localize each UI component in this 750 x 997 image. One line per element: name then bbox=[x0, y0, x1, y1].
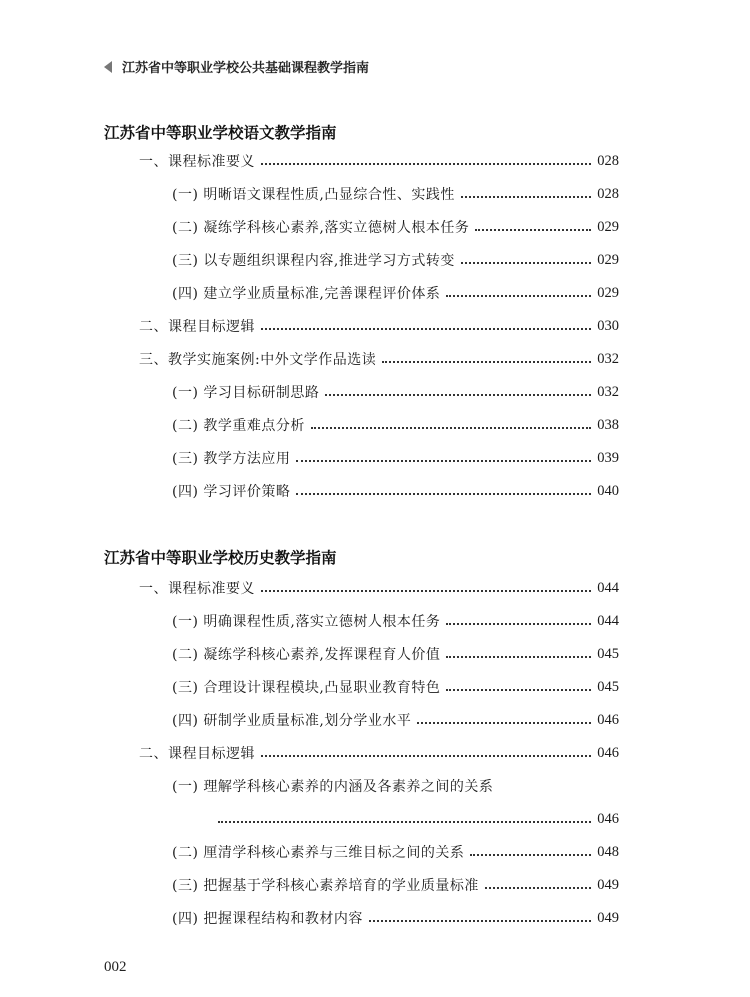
leader-dots bbox=[485, 886, 591, 889]
leader-dots bbox=[461, 261, 591, 264]
toc-entry[interactable]: 二、课程目标逻辑 046 bbox=[139, 744, 619, 762]
toc-entry[interactable]: (二) 凝练学科核心素养,发挥课程育人价值 045 bbox=[172, 645, 619, 663]
leader-dots bbox=[261, 589, 591, 592]
toc-entry[interactable]: (四) 建立学业质量标准,完善课程评价体系 029 bbox=[172, 284, 619, 302]
toc-entry[interactable]: (四) 学习评价策略 040 bbox=[172, 482, 619, 500]
toc-entry[interactable]: (三) 合理设计课程模块,凸显职业教育特色 045 bbox=[172, 678, 619, 696]
leader-dots bbox=[369, 919, 591, 922]
toc-entry[interactable]: 二、课程目标逻辑 030 bbox=[139, 317, 619, 335]
toc-entry[interactable]: 一、课程标准要义 028 bbox=[139, 152, 619, 170]
toc-entry[interactable]: (二) 凝练学科核心素养,落实立德树人根本任务 029 bbox=[172, 218, 619, 236]
toc-entry[interactable]: (四) 把握课程结构和教材内容 049 bbox=[172, 909, 619, 927]
section-title-history: 江苏省中等职业学校历史教学指南 bbox=[104, 549, 337, 567]
toc-entry[interactable]: (三) 以专题组织课程内容,推进学习方式转变 029 bbox=[172, 251, 619, 269]
leader-dots bbox=[470, 853, 591, 856]
toc-entry[interactable]: (一) 明确课程性质,落实立德树人根本任务 044 bbox=[172, 612, 619, 630]
leader-dots bbox=[296, 492, 591, 495]
section-title-chinese: 江苏省中等职业学校语文教学指南 bbox=[104, 124, 337, 142]
toc-entry[interactable]: (四) 研制学业质量标准,划分学业水平 046 bbox=[172, 711, 619, 729]
leader-dots bbox=[417, 721, 591, 724]
leader-dots bbox=[261, 162, 591, 165]
leader-dots bbox=[475, 228, 591, 231]
leader-dots bbox=[446, 655, 591, 658]
triangle-left-icon bbox=[104, 61, 112, 73]
toc-entry[interactable]: (一) 明晰语文课程性质,凸显综合性、实践性 028 bbox=[172, 185, 619, 203]
toc-entry-line2[interactable]: 046 bbox=[218, 808, 619, 830]
page-number: 002 bbox=[104, 959, 127, 975]
toc-entry[interactable]: (二) 厘清学科核心素养与三维目标之间的关系 048 bbox=[172, 843, 619, 861]
leader-dots bbox=[311, 426, 591, 429]
leader-dots bbox=[461, 195, 591, 198]
toc-entry[interactable]: (一) 学习目标研制思路 032 bbox=[172, 383, 619, 401]
leader-dots bbox=[446, 688, 591, 691]
toc-entry-line1[interactable]: (一) 理解学科核心素养的内涵及各素养之间的关系 bbox=[172, 779, 494, 795]
leader-dots bbox=[325, 393, 591, 396]
toc-entry[interactable]: (三) 教学方法应用 039 bbox=[172, 449, 619, 467]
toc-entry[interactable]: (二) 教学重难点分析 038 bbox=[172, 416, 619, 434]
running-header-title: 江苏省中等职业学校公共基础课程教学指南 bbox=[122, 61, 370, 76]
leader-dots bbox=[446, 294, 591, 297]
leader-dots bbox=[261, 754, 591, 757]
toc-entry[interactable]: (三) 把握基于学科核心素养培育的学业质量标准 049 bbox=[172, 876, 619, 894]
toc-entry[interactable]: 一、课程标准要义 044 bbox=[139, 579, 619, 597]
leader-dots bbox=[218, 820, 591, 823]
leader-dots bbox=[382, 360, 591, 363]
toc-entry[interactable]: 三、教学实施案例:中外文学作品选读 032 bbox=[139, 350, 619, 368]
leader-dots bbox=[446, 622, 591, 625]
leader-dots bbox=[296, 459, 591, 462]
running-header bbox=[104, 57, 369, 76]
leader-dots bbox=[261, 327, 591, 330]
